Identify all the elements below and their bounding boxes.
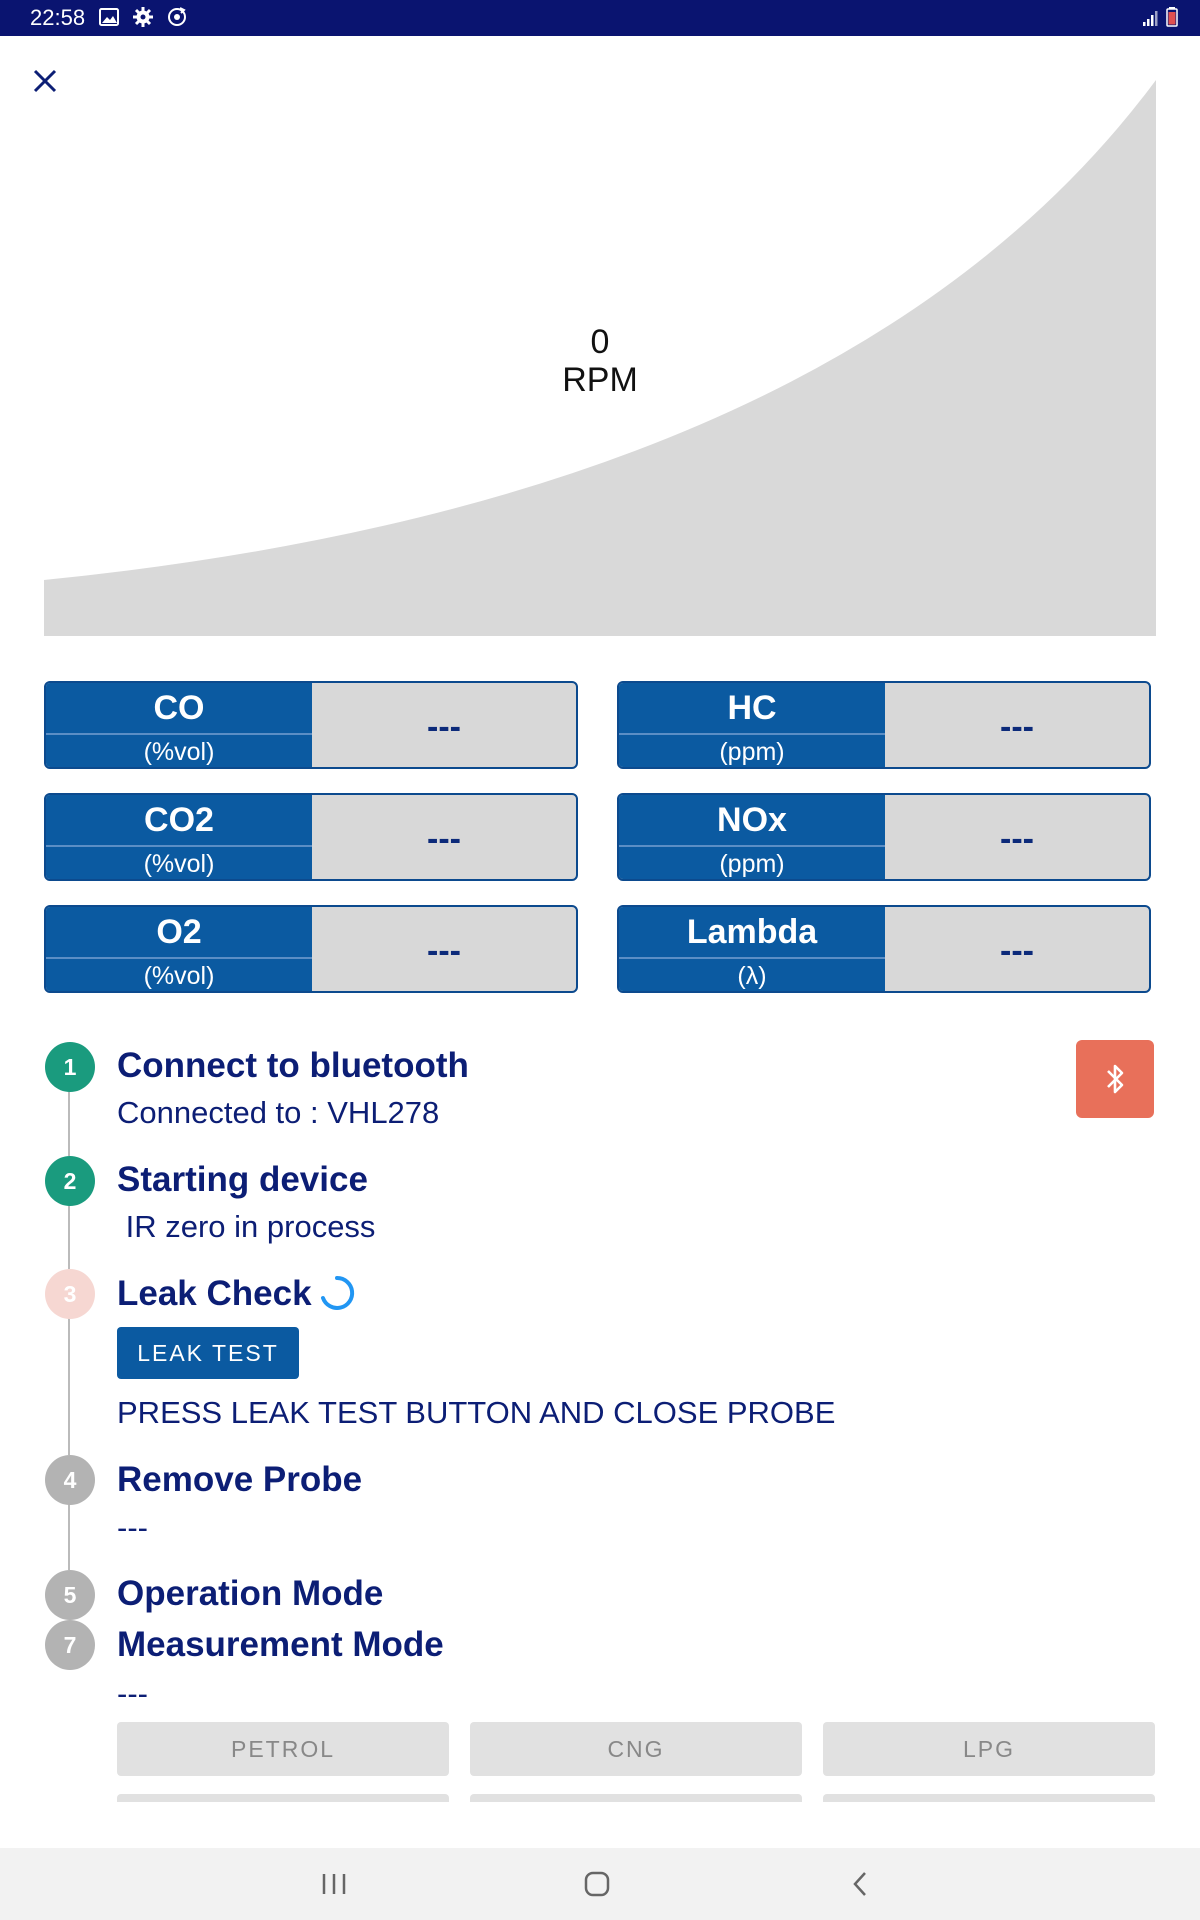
measure-unit: (%vol) <box>143 738 215 766</box>
step-number-2: 2 <box>45 1156 95 1206</box>
measure-tile-lambda <box>617 905 1151 993</box>
measure-tile-hc <box>617 681 1151 769</box>
measure-value: --- <box>427 932 461 970</box>
step-subtitle-remove-probe: --- <box>117 1510 148 1545</box>
rpm-value: 0 <box>590 323 610 361</box>
measure-unit: (%vol) <box>143 850 215 878</box>
back-icon[interactable] <box>846 1869 876 1899</box>
step-number-5: 5 <box>45 1570 95 1620</box>
home-icon[interactable] <box>582 1869 612 1899</box>
measure-tile-co2 <box>44 793 578 881</box>
status-bar <box>0 0 1200 36</box>
bluetooth-icon <box>1076 1040 1154 1118</box>
image-icon <box>98 6 120 28</box>
step-title-measurement-mode: Measurement Mode <box>117 1625 444 1664</box>
fuel-button-partial[interactable] <box>470 1794 802 1802</box>
measure-name: NOx <box>717 801 787 839</box>
step-connector <box>68 1318 70 1455</box>
measure-tile-co <box>44 681 578 769</box>
step-connector <box>68 1205 70 1269</box>
measure-value: --- <box>427 820 461 858</box>
step-connector <box>68 1091 70 1156</box>
measure-name: CO2 <box>144 801 214 839</box>
fuel-button-petrol[interactable]: PETROL <box>117 1722 449 1776</box>
measure-name: CO <box>153 689 205 727</box>
measure-name: O2 <box>156 913 202 951</box>
measure-tile-o2 <box>44 905 578 993</box>
step-number-3: 3 <box>45 1269 95 1319</box>
step-title-starting-device: Starting device <box>117 1160 368 1199</box>
navigation-bar <box>0 1848 1200 1920</box>
signal-icon <box>1142 9 1160 27</box>
measure-unit: (%vol) <box>143 962 215 990</box>
loading-spinner-icon <box>318 1274 356 1312</box>
step-subtitle-measurement-mode: --- <box>117 1676 148 1711</box>
sync-icon <box>166 6 188 28</box>
step-subtitle-ir-zero: IR zero in process <box>117 1209 376 1244</box>
step-title-remove-probe: Remove Probe <box>117 1460 363 1499</box>
fuel-button-cng[interactable]: CNG <box>470 1722 802 1776</box>
measure-value: --- <box>427 708 461 746</box>
fuel-button-partial[interactable] <box>823 1794 1155 1802</box>
measure-unit: (ppm) <box>719 738 785 766</box>
measure-value: --- <box>1000 708 1034 746</box>
step-title-operation-mode: Operation Mode <box>117 1574 384 1613</box>
rpm-readout <box>0 323 1200 399</box>
measure-value: --- <box>1000 820 1034 858</box>
measure-unit: (λ) <box>737 962 767 990</box>
fuel-button-partial[interactable] <box>117 1794 449 1802</box>
step-number-4: 4 <box>45 1455 95 1505</box>
step-subtitle-connection: Connected to : VHL278 <box>117 1095 440 1130</box>
recent-apps-icon[interactable] <box>318 1870 350 1898</box>
step-instruction-leak-test: PRESS LEAK TEST BUTTON AND CLOSE PROBE <box>117 1395 836 1430</box>
settings-gear-icon <box>132 6 154 28</box>
step-number-1: 1 <box>45 1042 95 1092</box>
fuel-button-lpg[interactable]: LPG <box>823 1722 1155 1776</box>
bluetooth-button[interactable] <box>1076 1040 1154 1118</box>
step-number-7: 7 <box>45 1620 95 1670</box>
measure-name: Lambda <box>686 913 818 951</box>
measure-name: HC <box>727 689 777 727</box>
status-time: 22:58 <box>30 5 86 30</box>
measure-unit: (ppm) <box>719 850 785 878</box>
step-connector <box>68 1504 70 1570</box>
rpm-unit: RPM <box>562 361 638 399</box>
step-title-connect-bluetooth: Connect to bluetooth <box>117 1046 469 1085</box>
battery-icon <box>1166 7 1178 27</box>
measure-value: --- <box>1000 932 1034 970</box>
measure-tile-nox <box>617 793 1151 881</box>
leak-test-button[interactable]: LEAK TEST <box>117 1327 299 1379</box>
step-title-leak-check: Leak Check <box>117 1274 312 1313</box>
